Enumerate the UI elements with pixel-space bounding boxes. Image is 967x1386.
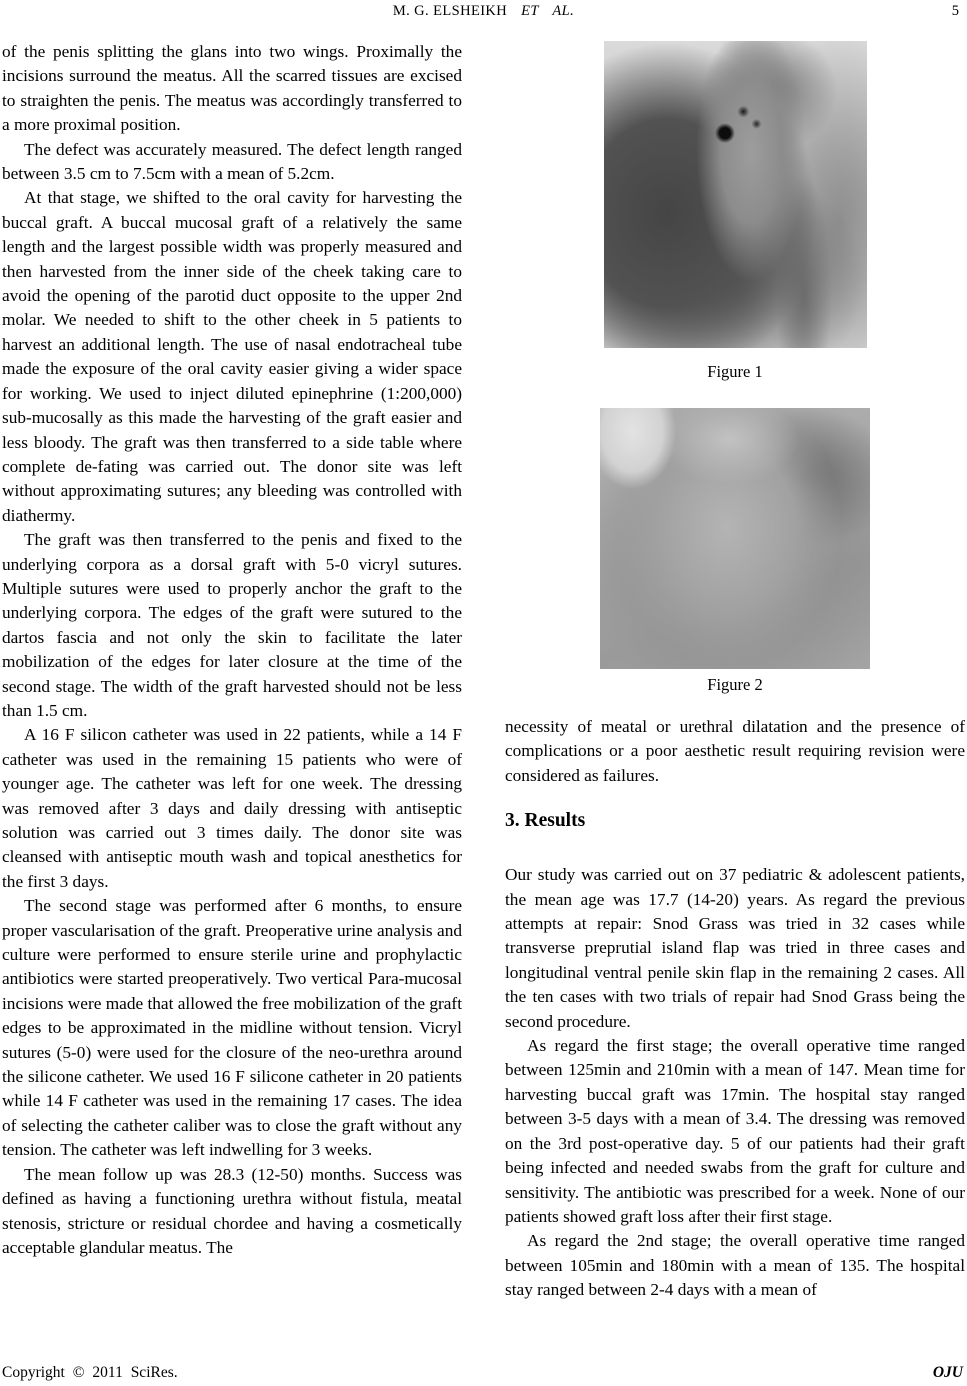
page-header (0, 2, 967, 24)
body-paragraph: At that stage, we shifted to the oral cavity for harvesting the buccal graft. A buccal mucosal graft of a relatively the same length and the largest possible width was properly measured and then harvested from the inner side of the cheek taking care to avoid the opening of the parotid duct opposite to the upper 2nd molar. We needed to shift to the other cheek in 5 patients to harvest an additional length. The use of nasal endotracheal tube made the exposure of the oral cavity easier giving a wider space for working. We used to inject diluted epinephrine (1:200,000) sub-mucosally as this made the harvesting of the graft easier and less bloody. The graft was then transferred to a side table where complete de-fating was carried out. The donor site was left without approximating sutures; any bleeding was controlled with diathermy. (2, 188, 462, 525)
running-head-author: M. G. ELSHEIKH (392, 3, 508, 19)
figure-2 (505, 408, 965, 695)
section-heading-results: 3. Results (505, 810, 586, 832)
body-paragraph: necessity of meatal or urethral dilatation and the presence of complications or a poor aesthetic result requiring revision were considered as failures. (505, 717, 965, 785)
page-number: 5 (951, 3, 959, 19)
page-footer (2, 1363, 963, 1383)
figure-2-surgical-photo (600, 408, 870, 669)
body-paragraph: The mean follow up was 28.3 (12-50) months. Success was defined as having a functioning urethra without fistula, meatal stenosis, stricture or residual chordee and having a cosmetically acceptable glandular meatus. The (2, 1164, 462, 1257)
right-column (505, 40, 965, 1303)
body-paragraph: of the penis splitting the glans into two wings. Proximally the incisions surround the meatus. All the scarred tissues are excised to straighten the penis. The meatus was accordingly transferred to a more proximal position. (2, 42, 462, 135)
figure-1-surgical-photo (604, 41, 867, 348)
body-paragraph: The second stage was performed after 6 months, to ensure proper vascularisation of the graft. Preoperative urine analysis and culture were performed to ensure sterile urine and prophylactic antibiotics were started preoperatively. Two vertical Para-mucosal incisions were made that allowed the free mobilization of the graft edges to be approximated in the midline without tension. Vicryl sutures (5-0) were used for the closure of the neo-urethra around the silicone catheter. We used 16 F silicone catheter in 20 patients while 14 F catheter was used in the remaining 17 cases. The idea of selecting the catheter caliber was to close the graft without any tension. The catheter was left indwelling for 3 weeks. (2, 896, 462, 1160)
running-head-etal: ET AL. (521, 3, 575, 19)
body-paragraph: As regard the first stage; the overall operative time ranged between 125min and 210min with a mean of 147. Mean time for harvesting buccal graft was 17min. The hospital stay ranged between 3-5 days with a mean of 3.4. The dressing was removed on the 3rd post-operative day. 5 of our patients had their graft being infected and needed swabs from the graft for culture and sensitivity. The antibiotic was prescribed for a week. None of our patients showed graft loss after their first stage. (505, 1036, 965, 1226)
body-paragraph: As regard the 2nd stage; the overall operative time ranged between 105min and 180min with a mean of 135. The hospital stay ranged between 2-4 days with a mean of (505, 1231, 965, 1300)
body-paragraph: Our study was carried out on 37 pediatric & adolescent patients, the mean age was 17.7 (14-20) years. As regard the previous attempts at repair: Snod Grass was tried in 32 cases while transverse preprutial island flap was tried in three cases and longitudinal ventral penile skin flap in the remaining 2 cases. All the ten cases with two trials of repair had Snod Grass being the second procedure. (505, 865, 965, 1031)
body-paragraph: The graft was then transferred to the penis and fixed to the underlying corpora as a dorsal graft with 5-0 vicryl sutures. Multiple sutures were used to properly anchor the graft to the underlying corpora. The edges of the graft were sutured to the dartos fascia and not only the skin to facilitate the later mobilization of the edges for later closure at the time of the second stage. The width of the graft harvested should not be less than 1.5 cm. (2, 530, 462, 720)
left-column (2, 40, 462, 1260)
body-paragraph: A 16 F silicon catheter was used in 22 patients, while a 14 F catheter was used in the remaining 15 patients who were of younger age. The catheter was left for one week. The dressing was removed after 3 days and daily dressing with antiseptic solution was carried out 3 times daily. The donor site was cleansed with antiseptic mouth wash and topical anesthetics for the first 3 days. (2, 725, 462, 891)
running-head (0, 2, 967, 20)
journal-abbreviation: OJU (932, 1364, 963, 1381)
figure-1 (505, 41, 965, 382)
figure-2-caption: Figure 2 (707, 675, 763, 694)
copyright-notice: Copyright © 2011 SciRes. (2, 1364, 178, 1381)
figure-1-caption: Figure 1 (707, 362, 763, 381)
body-paragraph: The defect was accurately measured. The defect length ranged between 3.5 cm to 7.5cm with a mean of 5.2cm. (2, 139, 462, 184)
